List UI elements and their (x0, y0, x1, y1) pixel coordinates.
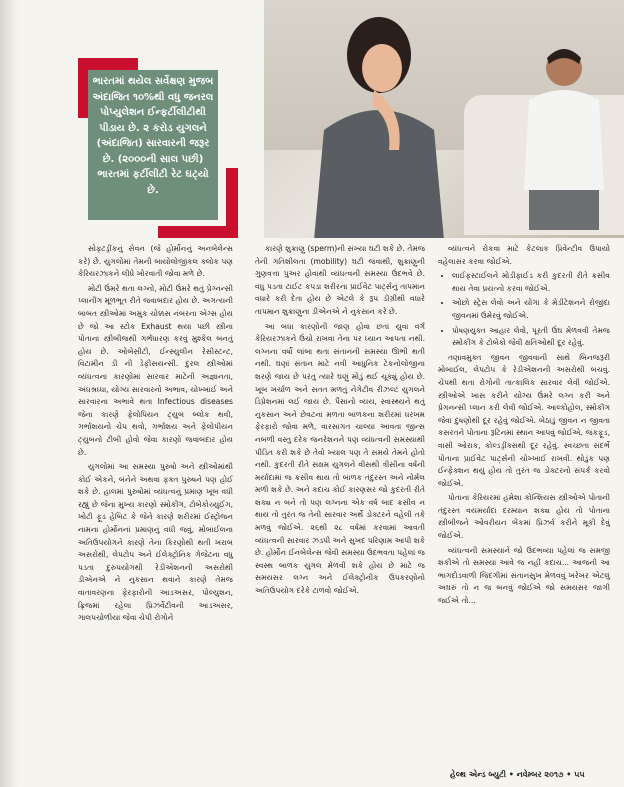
article-column-1 (78, 243, 233, 627)
paragraph: વ્યંધત્વની સમસ્યાને જો ઉદભવ્યા પહેલાં જ સમજી શકીએ તો સમસ્યા આવે જ નહીં કદાચ... આજની આ ભાગદોડવાળી જિંદગીમાં સંતાનસુખ મેળવવું ખરેખર એટલું અઘરું તો ન જ બનવું જોઈએ જો સમયસર જાગી જઈએ તો... (438, 545, 610, 606)
list-item: • પોષણયુક્ત આહાર લેવો, પૂરતી ઉંઘ મેળવવી તેમજ સ્મોકીંગ કે ટોબેકો જેવી ક્ષતિઓથી દૂર રહેવું. (452, 325, 610, 350)
prevention-list (438, 270, 610, 350)
paragraph: કારણે શુક્રાણુ (sperm)ની સંખ્યા ઘટી શકે છે. તેમજ તેની ગતિશીલતા (mobility) ઘટી જવાથી, શુક્રાણુની ગુણવત્તા પુઅર હોવાથી વ્યંધત્વની સમસ્યા ઉદભવે છે. વધુ પડતા ટાઈટ કપડા શરીરના પ્રાઈવેટ પાર્ટ્સનું તાપમાન વધારે કરી દેતા હોય છે એટલે કે રૂપ ડીગ્રીથી વધારે તાપમાન શુક્રાણુના ડીએનએ ને નુકસાન કરે છે. (255, 244, 425, 316)
paragraph: મોટી ઉંમરે થતા લગ્નો, મોટી ઉંમરે થતું પ્રેગ્નન્સી પ્લાનીંગ મૂળભૂત રીતે જવાબદાર હોય છે. અગત્યની બાબત સ્ત્રીઓમાં અમુક ચોક્કસ નંબરના એગ્સ હોય છે જો આ સ્ટોક Exhaust થયા પછી સ્ત્રીના પોતાના સ્ત્રીબીજથી ગર્ભધારણ કરવું મુશ્કેલ બનતું હોય છે. ઓબેસીટી, ઈન્સ્યુલીન રેસીસ્ટન્ટ, વિટામીન ડી ની ડેફીસયન્સી. દુરલ સ્ત્રીઓમાં વ્યંધત્વના કારણોમાં સારવાર માટેની અજ્ઞાનતા, અંધશ્રધ્ધા, યોગ્ય સારવારનો અભાવ, ચોખ્ખાઈ અને સારવારના અભાવે થતા Infectious diseases જેના કારણે ફેલોપિયન ટ્યુબ બ્લોક થવી, ગર્ભાશયનો ચેપ થવો, ગર્ભાશય અને ફેલોપીયન ટ્યુબનો ટીબી હોવો જેવા કારણો જવાબદાર હોય છે. (78, 283, 233, 457)
red-corner-top-horizontal (78, 58, 138, 70)
pull-quote-text: ભારતમાં થયેલ સર્વેક્ષણ મુજબ અંદાજિત ૧૦%થી વધુ જનરલ પોપ્યુલેશન ઈન્ફર્ટીલીટીથી પીડાય છે. ૨ કરોડ યુગલને (અંદાજિત) સારવારની જરૂર છે. (૨૦૦૦ની સાલ પછી) ભારતમાં ફર્ટીલીટી રેટ ઘટ્યો છે. (88, 70, 218, 220)
page-footer: હેલ્થ એન્ડ બ્યુટી • નવેમ્બર ૨૦૧૭ • ૫૫ (450, 770, 585, 779)
paragraph: યુગલોમાં આ સમસ્યા પુરુષો અને સ્ત્રીઓમાંથી કોઈ એકને, બંનેને અથવા ફક્ત પુરુષને પણ હોઈ શકે છે. હાલમાં પુરુષોમાં વ્યંધત્વનું પ્રમાણ ખૂબ વધી રહ્યું છે જેના મુખ્ય કારણો સ્મોકીંગ, ટોબેકોચ્યુઈંગ, ખોટી ફૂડ હેબિટ કે જેને કારણે શરીરમાં ઈસ્ટ્રોજન નામના હોર્મોનનાં પ્રમાણનું વધી જવું, મોબાઈલના અતિઉપયોગને કારણે તેના કિરણોથી થતી ખરાબ અસરોથી, લેપટોપ અને ઈલેક્ટ્રોનિક ગેજેટના વધુ પડતા દુરુપયોગથી રેડીએશનની અસરોથી ડીએનએ ને નુકસાન થવાને કારણે તેમજ વાતાવરણના ફેરફારોની આડઅસર, પોલ્યુશન, ફ્રિજમાં રહેલા પ્રિઝર્વેટીવની આડઅસર, ગાલપચોળીયા જેવા ચેપી રોગોને (78, 462, 233, 623)
red-corner-bottom-horizontal (158, 226, 238, 238)
paragraph: તણાવમુક્ત જીવન જીવવાની સાથે બિનજરૂરી મોબાઈલ, લેપટોપ કે રેડીએશનની અસરોથી બચવું. ચેપથી થતા રોગોની તાત્કાલિક સારવાર લેવી જોઈએ. સ્ત્રીઓએ ખાસ કરીને યોગ્ય ઉંમરે લગ્ન કરી અને પ્રેગનન્સી પ્લાન કરી લેવી જોઈએ. આલ્કોહોલ, સ્મોકીંગ જેવા દુષણોથી દૂર રહેવું જોઈએ. બેઠાડું જીવન ન જીવતા કસરતને પોતાના રૂટિનમાં સ્થાન આપવું જોઈએ. જંકફૂડ, વાસી ઓરાક, કોલ્ડડ્રીંક્સથી દૂર રહેવું. સ્વચ્છતા સંદર્ભે પોતાના પ્રાઈવેટ પાર્ટ્સની ચોખ્ખાઈ રાખવી. થોડુંક પણ ઈન્ફેક્શન થયું હોય તો તુરંત જ ડોક્ટરનો સંપર્ક કરવો જોઈએ. (438, 352, 610, 488)
list-item: • લાઈફસ્ટાઈલને મોડીફાઈડ કરી કુદરતી રીતે ક્રસીવ થાય તેવા પ્રયત્નો કરવા જોઈએ. (452, 270, 610, 295)
article-column-2 (255, 243, 425, 600)
pull-quote (78, 58, 238, 238)
couple-photo (264, 0, 624, 238)
paragraph: આ બધા કારણોની જાણ હોવા છતાં યુવા વર્ગ કેરિયરઝાકને ઉંચો રાખવા તેના પર ધ્યાન આપતા નથી. લગ્નના વર્ષો લાંબા થતા સંતાનની સમસ્યા ઊભી થતી નથી. ઘણાં સંતાન માટે નવી આધુનિક ટેકનોલોજીના શરણે જાય છે પરંતુ ત્યારે ઘણું મોડું થઈ ચૂક્યું હોય છે. ખૂબ ખર્ચાળ અને સતત મળતું નેગેટીવ રીઝલ્ટ યુગલને ડિપ્રેશનમાં લઈ જાય છે. પૈસાનો વ્યય, સ્વાસ્થ્યને થતું નુકસાન અને છેવટના મળતા બાળકના શરીરમાં ધરખમ ફેરફારો જોવા મળે, વારસાગત ચાલ્યા આવતા જીન્સ નબળી વસ્તુ દરેક જનરેશનને પણ વ્યંધત્વની સમસ્યાથી પીડિત કરી શકે છે તેવો ખ્યાલ પણ તે સમયે તેમને હોતો નથી. કુદરતી રીતે સક્ષમ યુગલને વીસથી ત્રીસીના વર્ષની મર્યાદામાં જ ક્રસીવ થાય તો બાળક તંદુરસ્ત અને નોર્મલ મળી શકે છે. અને કદાચ કોઈ કારણસર જો કુદરતી રીતે શક્ય ન બને તો પણ લગ્નના એક વર્ષ બાદ ક્રસીવ ન થાય તો તુરંત જ તેની સારવાર અર્થે ડોક્ટરને વહેલી તકે મળવું જોઈએ. ૨૬થી ૨૮ વર્ષમાં કરવામાં આવતી વ્યંધત્વની સારવાર ઝડપી અને સુખદ પરિણામ આપી શકે છે. હોર્મોન ઈનબેલેન્સ જેવી સમસ્યા ઉદભવતા પહેલાં જ સ્વસ્થ બાળક યુગલ મેળવી શકે હોય છે માટે જ સમયસર લગ્ન અને ઈલેક્ટ્રોનીક ઉપકરણોનો અતિઉપયોગ દરેકે ટાળવો જોઈએ. (255, 321, 425, 596)
article-column-3 (438, 243, 610, 610)
paragraph: સોફ્ટડ્રીંકનું સેવન (જે હોર્મોનનું અનબેલેન્સ કરે) છે. યુગલોમાં તેમની બાયોલોજીકલ ક્લોક પણ કેરિયરઝાકને લીધે ખોરવાતી જોવા મળે છે. (78, 244, 233, 279)
paragraph: વ્યંધત્વને રોકવા માટે કેટલાક પ્રિવેન્ટીવ ઉપાયો વહેલાસર કરવા જોઈએ. (438, 244, 610, 266)
page-binding-shadow (0, 0, 18, 787)
list-item: • ઓછો સ્ટ્રેસ લેવો અને યોગા કે મેડીટેશનને રોજીંદા જીવનમાં ઉમેરવું જોઈએ. (452, 297, 610, 322)
man-figure (509, 40, 609, 230)
woman-figure (304, 10, 454, 238)
paragraph: પોતાના કેરિયરમાં હંમેશા કોન્શિયસ સ્ત્રીઓએ પોતાની તંદુરસ્ત વયમર્યાદા દરમ્યાન શક્ય હોય તો પોતાના સ્ત્રીબીજને ઓવરીયન બેંકમાં પ્રિઝર્વ કરીને મૂકી દેવું જોઈએ. (438, 493, 610, 541)
